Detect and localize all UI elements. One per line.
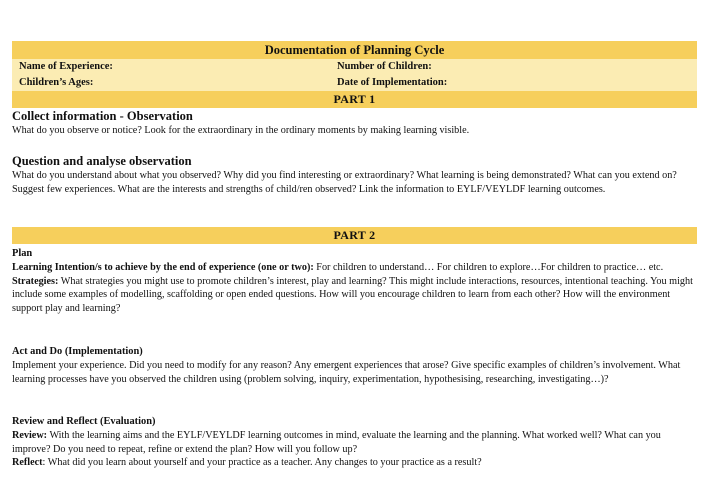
number-of-children-label: Number of Children: [337, 61, 432, 72]
act-section [12, 345, 697, 386]
plan-heading: Plan [12, 248, 33, 259]
strategies-paragraph [12, 275, 697, 316]
collect-heading: Collect information - Observation [12, 109, 193, 123]
collect-text: What do you observe or notice? Look for the extraordinary in the ordinary moments by making learning visible. [12, 125, 470, 136]
review-label: Review: [12, 429, 48, 441]
name-of-experience-label: Name of Experience: [19, 61, 113, 72]
review-paragraph [12, 429, 697, 457]
part-2-banner: PART 2 [12, 227, 697, 244]
reflect-text: : What did you learn about yourself and your practice as a teacher. Any changes to your practice as a result? [42, 457, 482, 469]
learning-intention-text: For children to understand… For children to explore…For children to practice… etc. [313, 261, 664, 273]
collect-section [12, 109, 697, 138]
question-heading: Question and analyse observation [12, 154, 192, 168]
question-text: What do you understand about what you observed? Why did you find interesting or extraordinary? What learning is being demonstrated? What can you extend on? Suggest few experiences. What are the interests and strengths of child/ren observed? Link the information to EYLF/VEYLDF learning outcomes. [12, 170, 677, 195]
childrens-ages-label: Children’s Ages: [19, 77, 94, 88]
strategies-text: What strategies you might use to promote children’s interest, play and learning? This might include interactions, resources, intentional teaching. You might include some examples of modelling, scaffolding or open ended questions. How will you encourage children to learn from each other? How will the environment support play and learning? [12, 275, 693, 315]
reflect-paragraph [12, 456, 697, 470]
plan-section [12, 247, 697, 316]
review-text: With the learning aims and the EYLF/VEYLDF learning outcomes in mind, evaluate the learning and the planning. What worked well? What can you improve? Do you need to repeat, refine or extend the plan? How will you follow up? [12, 429, 661, 455]
reflect-label: Reflect [12, 457, 43, 469]
act-text: Implement your experience. Did you need to modify for any reason? Any emergent experiences that arose? Give specific examples of children’s involvement. What learning processes have you observed the children using (problem solving, inquiry, experimentation, hypothesising, researching, investigating…)? [12, 359, 681, 385]
info-row-2 [12, 75, 697, 91]
question-section [12, 154, 697, 197]
learning-intention-paragraph [12, 261, 697, 275]
learning-intention-label: Learning Intention/s to achieve by the end of experience (one or two): [12, 261, 314, 273]
strategies-label: Strategies: [12, 275, 59, 287]
planning-cycle-header [12, 41, 697, 108]
document-title: Documentation of Planning Cycle [12, 41, 697, 59]
part-2-banner-wrap [12, 227, 697, 244]
info-row-1 [12, 59, 697, 75]
review-heading: Review and Reflect (Evaluation) [12, 416, 156, 427]
date-of-implementation-label: Date of Implementation: [337, 77, 448, 88]
act-heading: Act and Do (Implementation) [12, 346, 143, 357]
part-1-banner: PART 1 [12, 91, 697, 108]
review-section [12, 415, 697, 470]
